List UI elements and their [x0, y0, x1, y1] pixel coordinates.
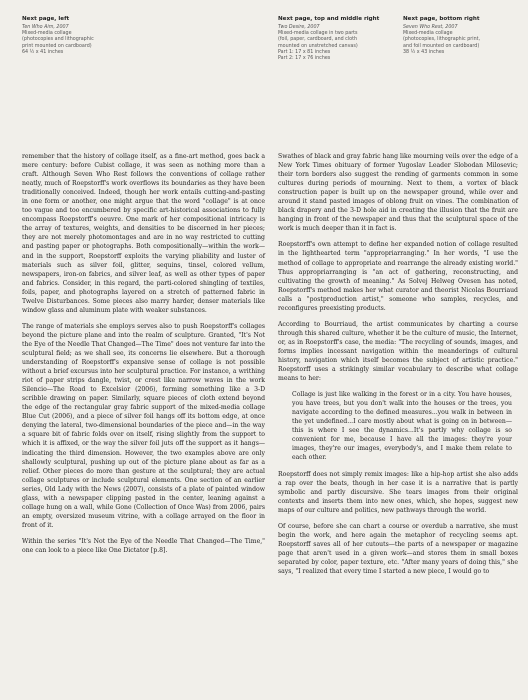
caption-title: Seven Who Rest, 2007: [403, 25, 458, 30]
caption-line: Part 2: 17 x 76 inches: [278, 56, 331, 62]
body-text-left-column: [22, 152, 265, 562]
paragraph: Roepstorff's own attempt to define her expanded notion of collage resulted in the lighthearted term "appropriarranging." In her words, "I use the method of collage to appropriate and rearrange the already existing world." Thus appropriarranging is "an act of gathering, reconstructing, and cultivating the growth of meaning." As Solvej Helweg Ovesen has noted, Roepstorff's method makes her what curator and theorist Nicolas Bourriaud calls a "postproduction artist," someone who samples, recycles, and reconfigures preexisting products.: [278, 241, 518, 312]
paragraph: According to Bourriaud, the artist communicates by charting a course through this shared culture, whether it be the culture of music, the Internet, or, as in Roepstorff's case, the media: "The recycling of sounds, images, and forms implies incessant navigation within the meanderings of cultural history, navigation which itself becomes the subject of artistic practice." Roepstorff uses a strikingly similar vocabulary to describe what collage means to her:: [278, 320, 518, 383]
caption-line: Mixed-media collage: [22, 31, 72, 37]
body-text-right-column: [278, 152, 518, 583]
caption-line: 38 ½ x 43 inches: [403, 49, 445, 55]
caption-heading: Next page, left: [22, 16, 70, 22]
caption-line: mounted on unstretched canvas): [278, 43, 358, 49]
caption-line: (foil, paper, cardboard, and cloth: [278, 37, 357, 43]
paragraph: Of course, before she can chart a course or overdub a narrative, she must begin the work, and here again the metaphor of recycling seems apt. Roepstorff saves all of her cutouts—the parts of a newspaper or magazine page that aren't used in a given work—and stores them in small boxes separated by color, paper texture, etc. "After many years of doing this," she says, "I realized that every time I started a new piece, I would go to: [278, 522, 518, 575]
paragraph: remember that the history of collage itself, as a fine-art method, goes back a mere century: before Cubist collage, it was seen as nothing more than a craft. Although Seven Who Rest follows the conventions of collage rather neatly, much of Roepstorff's work overflows its boundaries as they have been traditionally conceived. Indeed, though her work entails cutting-and-pasting in one form or another, one might argue that the word "collage" is at once too vague and too encumbered by specific art-historical associations to fully encompass Roepstorff's oeuvre. One mark of her compositional intricacy is the array of textures, weights, and densities to be discerned in her pieces; they are not merely photomontages and are in no way restricted to cutting and pasting paper or photographs. Both compositionally—within the work—and in the support, Roepstorff exploits the varying pliability and luster of materials such as silver foil, glitter, sequins, tinsel, colored vellum, newspapers, iron-on fabrics, and silver leaf, as well as other types of paper and fabrics. Consider, in this regard, the parti-colored shingling of textiles, foils, paper, and photographs layered on a stretch of patterned fabric in Twelve Disturbances. Some pieces also marry harder, denser materials like window glass and aluminum plate with weaker substances.: [22, 153, 265, 314]
caption-line: print mounted on cardboard): [22, 43, 92, 49]
caption-line: 64 ½ x 41 inches: [22, 49, 64, 55]
caption-line: Mixed-media collage in two parts: [278, 31, 358, 37]
caption-line: and foil mounted on cardboard): [403, 43, 480, 49]
paragraph: Within the series "It's Not the Eye of the Needle That Changed—The Time," one can look to a piece like One Dictator [p.8].: [22, 537, 265, 554]
caption-line: (photocopies, lithographic print,: [403, 37, 481, 43]
caption-line: Part 1: 17 x 81 inches: [278, 49, 331, 55]
paragraph: Roepstorff does not simply remix images: like a hip-hop artist she also adds a rap over the beats, though in her case it is a narrative that is partly symbolic and partly discursive. She tears images from their original contexts and inserts them into new ones, which, she hopes, suggest new maps of our culture and politics, new pathways through the world.: [278, 470, 518, 514]
caption-title: Ten Who Aim, 2007: [22, 25, 69, 30]
caption-heading: Next page, top and middle right: [278, 16, 380, 22]
caption-next-page-left: [22, 16, 152, 56]
caption-line: (photocopies and lithographic: [22, 37, 94, 43]
caption-next-page-bottom-right: [403, 16, 518, 56]
paragraph: Swathes of black and gray fabric hang like mourning veils over the edge of a New York Times obituary of former Yugoslav Leader Slobodan Milosevic; their torn borders also suggest the rending of garments common in some cultures during periods of mourning. Next to them, a vortex of black construction paper is built up on the newspaper ground, while over and around it stand pasted images of oblong fruit on vines. The combination of black drapery and the 3-D hole aid in creating the illusion that the fruit are hanging in front of the newspaper and thus that the sculptural space of the work is much deeper than it in fact is.: [278, 153, 518, 233]
block-quote: Collage is just like walking in the forest or in a city. You have houses, you have trees, but you don't walk into the houses or the trees, you navigate according to the defined measures...you walk in between in the yet undefined...I care mostly about what is going on in between—this is where I see the dynamics...It's partly why collage is so convenient for me, because I have all the images: they're your images, they're our images, everybody's, and I make them relate to each other.: [292, 391, 512, 462]
caption-line: Mixed-media collage: [403, 31, 453, 37]
caption-title: Two Desire, 2007: [278, 25, 320, 30]
paragraph: The range of materials she employs serves also to push Roepstorff's collages beyond the picture plane and into the realm of sculpture. Granted, "It's Not the Eye of the Needle That Changed—The Time" does not venture far into the sculptural field; as we shall see, its concerns lie elsewhere. But a thorough understanding of Roepstorff's expansive sense of collage is not possible without a brief excursus into her sculptural practice. For instance, a writhing riot of paper strips dangle, twist, or crest like narrow waves in the work Silencio—The Road to Excelsior (2006), forming something like a 3-D scribble drawing on paper. Similarly, square pieces of cloth extend beyond the edge of the rectangular gray fabric support of the mixed-media collage Blue Cut (2006), and a piece of silver foil hangs off its bottom edge, at once denying the lateral, two-dimensional boundaries of the piece and—in the way a square bit of fabric folds over on itself, rising slightly from the support to which it is affixed, or the way the silver foil juts off the support as it hangs—indicating the third dimension. However, the two examples above are only shallowly sculptural, pushing up out of the picture plane about as far as a relief. Other pieces do more than gesture at the sculptural; they are actual collage sculptures or include sculptural elements. One section of an earlier series, Old Lady with the News (2007), consists of a plate of painted window glass, with a newspaper clipping pasted in the center, leaning against a collage hung on a wall, while Gone (Collection of Once Was) from 2006, pairs an empty, oversized museum vitrine, with a collage arrayed on the floor in front of it.: [22, 322, 265, 529]
caption-heading: Next page, bottom right: [403, 16, 480, 22]
caption-next-page-top-middle-right: [278, 16, 388, 62]
